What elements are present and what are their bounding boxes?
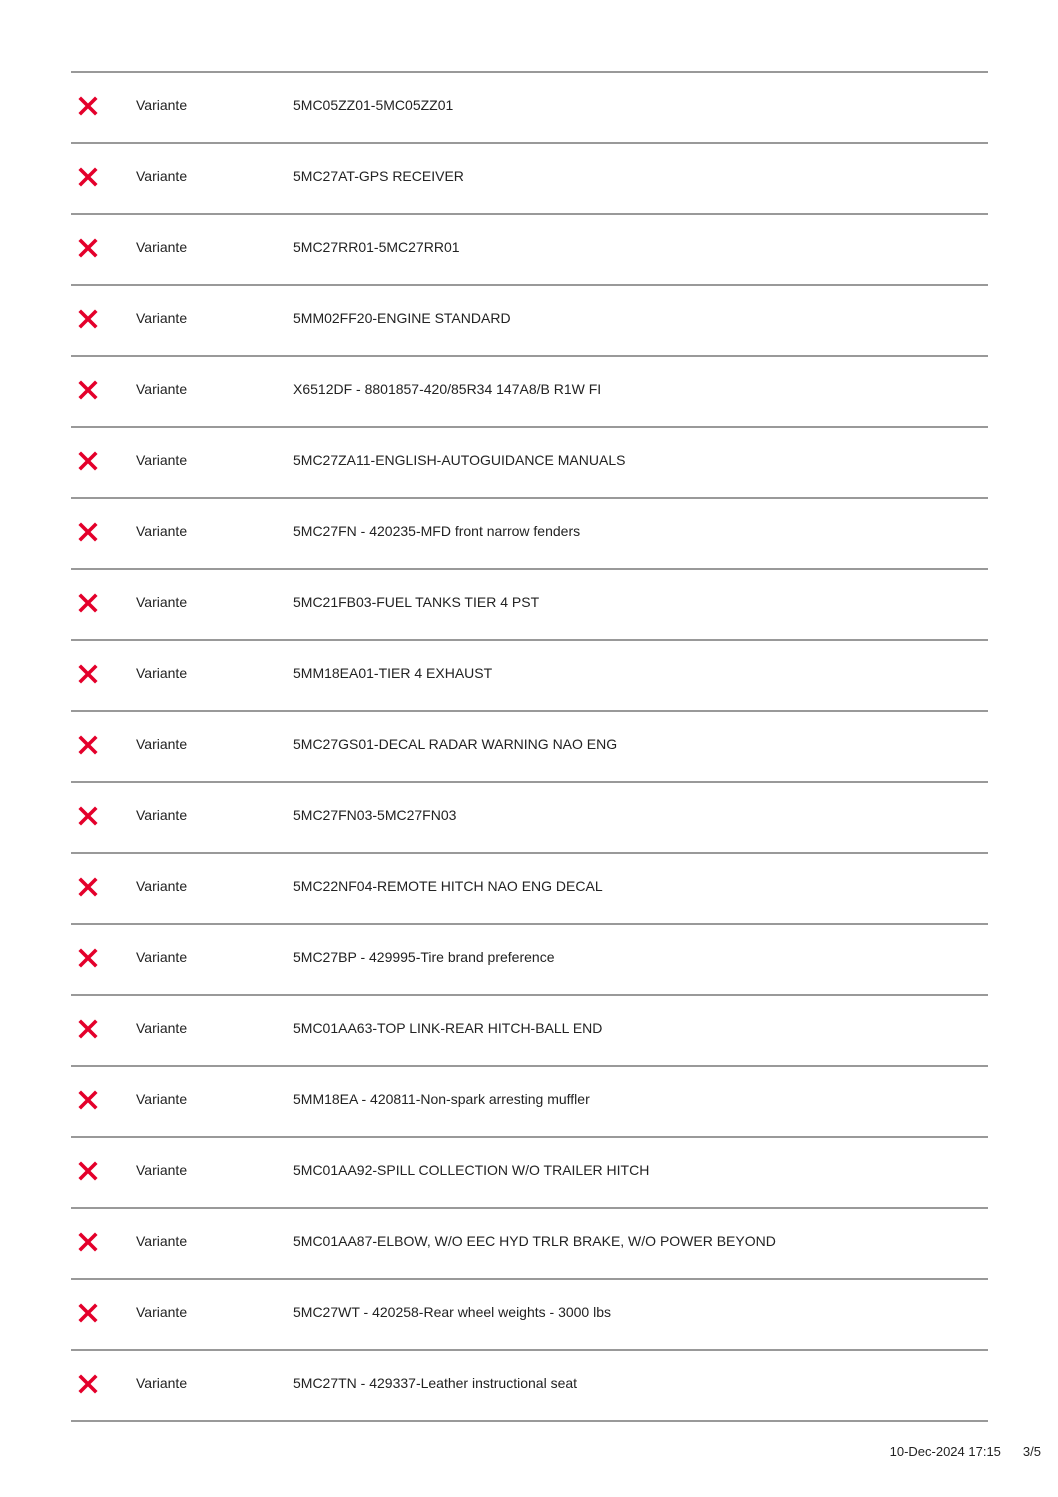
close-icon (78, 238, 98, 258)
list-item (71, 499, 988, 570)
row-value: 5MC27FN03-5MC27FN03 (293, 807, 457, 823)
close-icon (78, 1019, 98, 1039)
close-icon (78, 1374, 98, 1394)
list-item (71, 641, 988, 712)
row-value: 5MM18EA - 420811-Non-spark arresting muffler (293, 1091, 590, 1107)
row-value: 5MC27TN - 429337-Leather instructional seat (293, 1375, 578, 1391)
row-value: 5MC27WT - 420258-Rear wheel weights - 3000 lbs (293, 1304, 612, 1320)
list-item (71, 854, 988, 925)
row-value: 5MC22NF04-REMOTE HITCH NAO ENG DECAL (293, 878, 603, 894)
page-footer (890, 1444, 1041, 1459)
list-item (71, 73, 988, 144)
row-label: Variante (136, 1375, 188, 1391)
close-icon (78, 735, 98, 755)
close-icon (78, 948, 98, 968)
list-item (71, 286, 988, 357)
close-icon (78, 1090, 98, 1110)
list-item (71, 144, 988, 215)
close-icon (78, 806, 98, 826)
row-value: 5MC27RR01-5MC27RR01 (293, 239, 460, 255)
close-icon (78, 522, 98, 542)
row-label: Variante (136, 239, 188, 255)
row-value: 5MM02FF20-ENGINE STANDARD (293, 310, 511, 326)
row-label: Variante (136, 168, 188, 184)
close-icon (78, 167, 98, 187)
list-item (71, 357, 988, 428)
row-value: 5MC01AA63-TOP LINK-REAR HITCH-BALL END (293, 1020, 603, 1036)
close-icon (78, 593, 98, 613)
row-value: 5MC27ZA11-ENGLISH-AUTOGUIDANCE MANUALS (293, 452, 626, 468)
row-label: Variante (136, 665, 188, 681)
row-value: 5MC27GS01-DECAL RADAR WARNING NAO ENG (293, 736, 618, 752)
row-label: Variante (136, 1020, 188, 1036)
list-item (71, 1209, 988, 1280)
row-value: 5MC01AA87-ELBOW, W/O EEC HYD TRLR BRAKE, W/O POWER BEYOND (293, 1233, 776, 1249)
row-label: Variante (136, 949, 188, 965)
variant-list (71, 71, 988, 1422)
close-icon (78, 664, 98, 684)
row-label: Variante (136, 452, 188, 468)
close-icon (78, 1161, 98, 1181)
close-icon (78, 451, 98, 471)
close-icon (78, 309, 98, 329)
close-icon (78, 1303, 98, 1323)
row-value: X6512DF - 8801857-420/85R34 147A8/B R1W FI (293, 381, 602, 397)
list-item (71, 1280, 988, 1351)
list-item (71, 1351, 988, 1422)
close-icon (78, 877, 98, 897)
row-label: Variante (136, 594, 188, 610)
row-label: Variante (136, 807, 188, 823)
row-label: Variante (136, 310, 188, 326)
close-icon (78, 1232, 98, 1252)
row-label: Variante (136, 878, 188, 894)
close-icon (78, 380, 98, 400)
row-label: Variante (136, 736, 188, 752)
row-value: 5MC21FB03-FUEL TANKS TIER 4 PST (293, 594, 540, 610)
list-item (71, 1067, 988, 1138)
close-icon (78, 96, 98, 116)
list-item (71, 570, 988, 641)
list-item (71, 996, 988, 1067)
row-value: 5MC01AA92-SPILL COLLECTION W/O TRAILER HITCH (293, 1162, 650, 1178)
list-item (71, 1138, 988, 1209)
row-label: Variante (136, 1091, 188, 1107)
list-item (71, 925, 988, 996)
row-label: Variante (136, 1162, 188, 1178)
list-item (71, 783, 988, 854)
row-value: 5MC27FN - 420235-MFD front narrow fenders (293, 523, 581, 539)
list-item (71, 712, 988, 783)
page-number: 3/5 (1022, 1444, 1041, 1459)
list-item (71, 215, 988, 286)
row-value: 5MM18EA01-TIER 4 EXHAUST (293, 665, 493, 681)
row-value: 5MC27BP - 429995-Tire brand preference (293, 949, 555, 965)
row-label: Variante (136, 97, 188, 113)
list-item (71, 428, 988, 499)
print-timestamp: 10-Dec-2024 17:15 (889, 1444, 1001, 1459)
row-label: Variante (136, 1233, 188, 1249)
row-value: 5MC27AT-GPS RECEIVER (293, 168, 464, 184)
row-value: 5MC05ZZ01-5MC05ZZ01 (293, 97, 454, 113)
row-label: Variante (136, 1304, 188, 1320)
row-label: Variante (136, 381, 188, 397)
row-label: Variante (136, 523, 188, 539)
